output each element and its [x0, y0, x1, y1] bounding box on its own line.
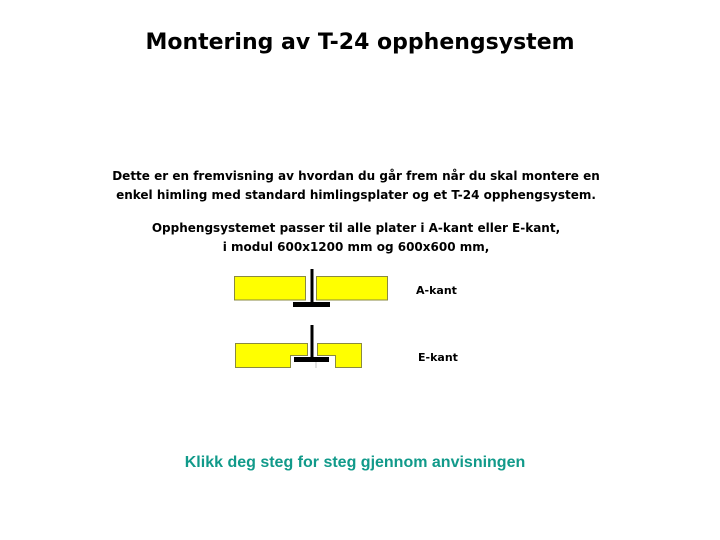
e-edge-right-plate: [318, 344, 362, 368]
intro-line-3: Opphengsystemet passer til alle plater i A-kant eller E-kant,: [151, 221, 561, 235]
a-edge-t-profile-flange: [293, 302, 330, 307]
a-edge-label: A-kant: [416, 284, 457, 297]
a-edge-left-plate: [235, 277, 306, 301]
slide-title: Montering av T-24 opphengsystem: [145, 30, 575, 55]
a-edge-right-plate: [317, 277, 388, 301]
intro-line-1: Dette er en fremvisning av hvordan du går frem når du skal montere en: [112, 169, 600, 183]
e-edge-left-plate: [236, 344, 308, 368]
e-edge-t-profile-flange: [294, 357, 329, 362]
intro-text: [0, 167, 712, 257]
a-edge-diagram: [235, 269, 388, 307]
intro-line-2: enkel himling med standard himlingsplater og et T-24 opphengsystem.: [116, 188, 596, 202]
step-by-step-link[interactable]: Klikk deg steg for steg gjennom anvisningen: [184, 454, 526, 471]
intro-line-4: i modul 600x1200 mm og 600x600 mm,: [222, 240, 490, 254]
a-edge-t-profile-stem: [311, 269, 314, 305]
e-edge-diagram: [236, 325, 362, 368]
e-edge-t-profile-stem: [311, 325, 314, 360]
e-edge-label: E-kant: [418, 351, 458, 364]
